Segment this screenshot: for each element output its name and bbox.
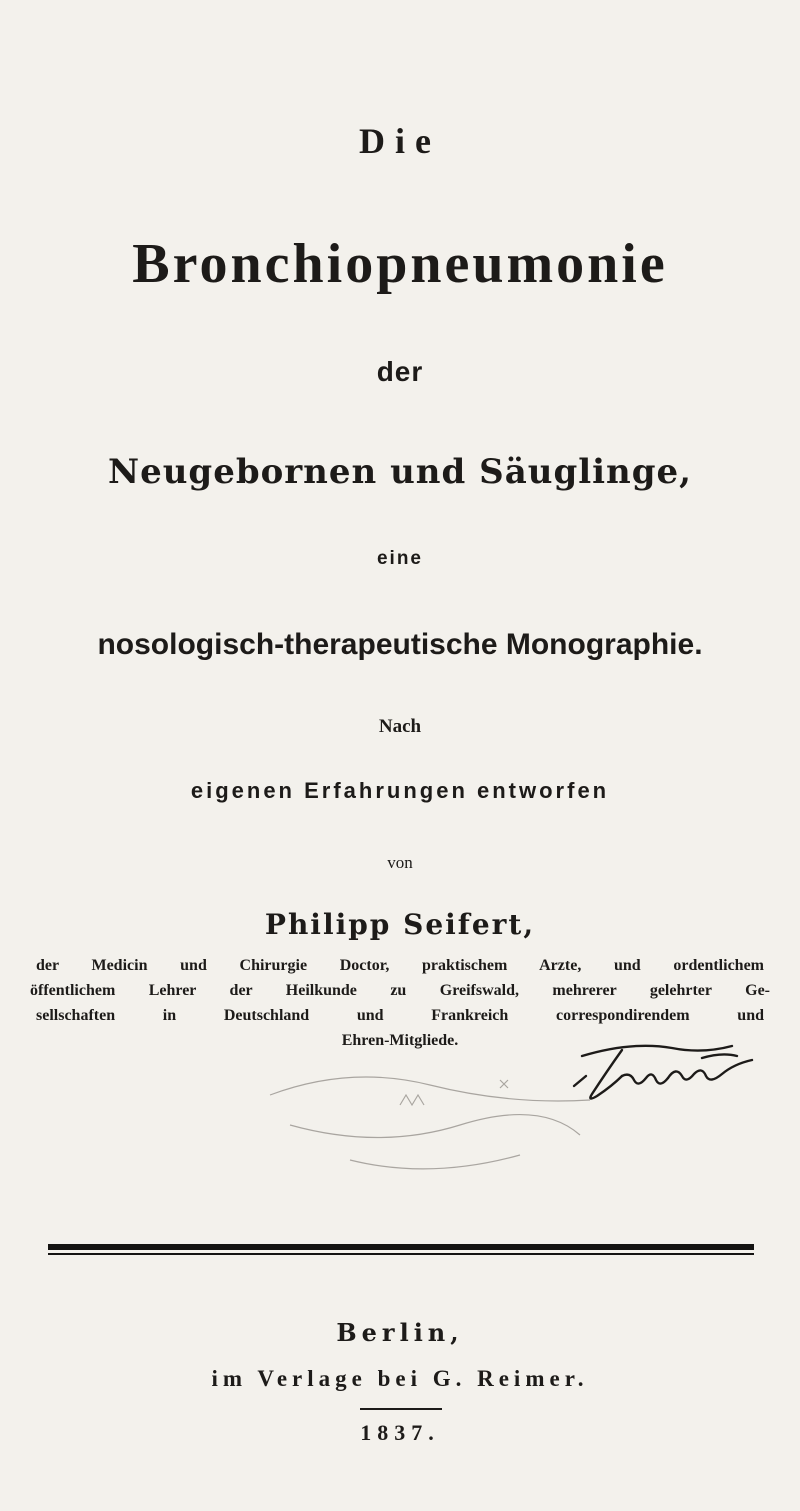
publication-city: Berlin, [336,1318,464,1347]
title-article-2: eine [376,548,424,569]
main-title: Bronchiopneumonie [132,233,668,295]
handwritten-signature-icon [552,1036,762,1106]
publisher-line: im Verlage bei G. Reimer. [211,1366,589,1391]
von-line: von [387,853,413,872]
divider-rule [48,1244,754,1250]
title-article: Die [359,121,441,161]
divider-rule-thin [48,1253,754,1255]
nach-line: Nach [378,716,422,737]
author-description-line: sellschaften in Deutschland und Frankreich correspondirendem und [36,1007,764,1024]
title-genitive: der [376,356,424,387]
author-description-line: öffentlichem Lehrer der Heilkunde zu Greifswald, mehrerer gelehrter Ge- [30,982,770,999]
based-on-line: eigenen Erfahrungen entworfen [190,778,610,803]
subtitle: Neugebornen und Säuglinge, [107,452,693,492]
author-description-line: Ehren-Mitgliede. [341,1032,459,1049]
author-name: Philipp Seifert, [264,908,536,941]
author-description-line: der Medicin und Chirurgie Doctor, praktischem Arzte, und ordentlichem [36,957,764,974]
publication-year: 1837. [360,1420,440,1445]
genre-line: nosologisch-therapeutische Monographie. [97,628,703,661]
year-rule [360,1408,442,1410]
